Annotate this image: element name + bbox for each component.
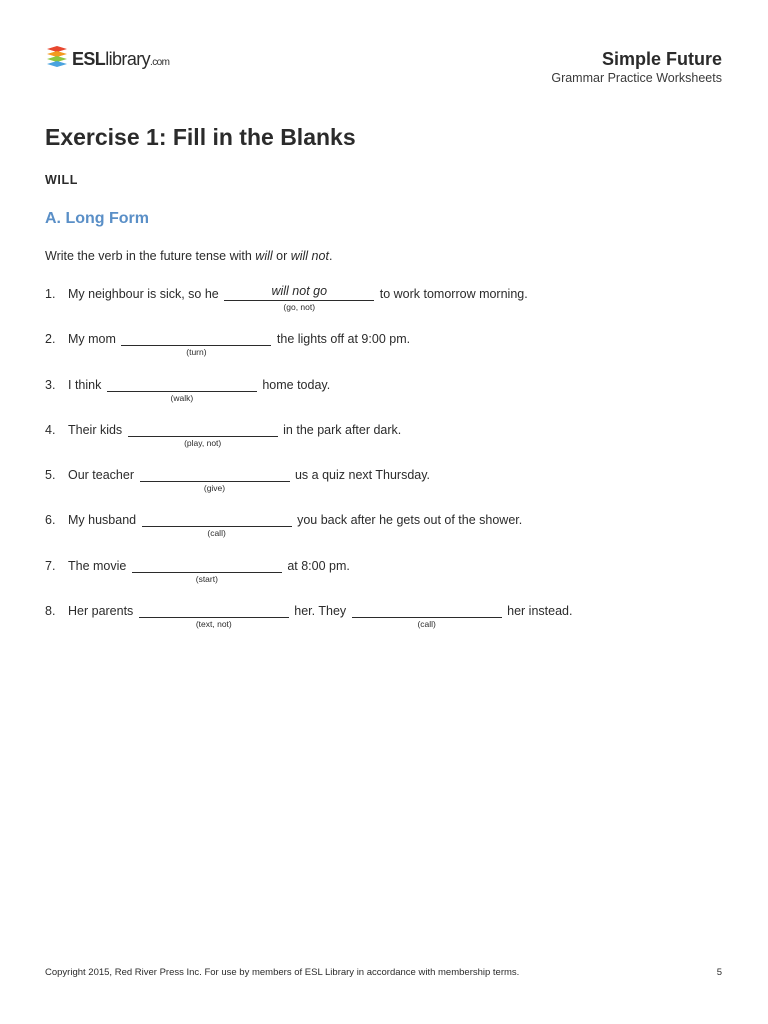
page-number: 5 [716,967,722,978]
item-text-after: you back after he gets out of the shower. [297,513,523,527]
exercise-item [45,422,402,448]
verb-hint: (text, not) [195,619,232,629]
answer-blank[interactable] [224,284,374,312]
item-number: 4. [45,423,56,437]
item-text-before: My neighbour is sick, so he [68,287,219,301]
item-text-middle: her. They [294,604,347,618]
verb-hint: (call) [417,619,436,629]
answer-blank[interactable] [107,377,257,403]
copyright-notice: Copyright 2015, Red River Press Inc. For use by members of ESL Library in accordance with membership terms. [45,967,520,978]
filled-answer: will not go [271,284,328,298]
verb-hint: (call) [207,528,226,538]
item-text-before: The movie [68,559,127,573]
verb-hint: (turn) [186,347,207,357]
answer-blank[interactable] [140,467,290,493]
item-number: 1. [45,287,56,301]
item-text-before: My husband [68,513,137,527]
item-text-before: I think [68,378,102,392]
answer-blank[interactable] [142,512,292,538]
item-number: 8. [45,604,56,618]
item-text-after: in the park after dark. [283,423,402,437]
instructions: Write the verb in the future tense with will or will not. [45,249,333,263]
exercise-item [45,331,411,357]
answer-blank[interactable] [139,603,289,629]
answer-blank[interactable] [352,603,502,629]
document-header [551,48,722,86]
section-label: WILL [45,173,78,187]
item-number: 6. [45,513,56,527]
item-number: 5. [45,468,56,482]
item-text-after: at 8:00 pm. [287,559,350,573]
item-number: 2. [45,332,56,346]
item-text-after: us a quiz next Thursday. [294,468,431,482]
item-text-after: her instead. [507,604,573,618]
verb-hint: (give) [203,483,226,493]
exercise-item [45,377,331,403]
answer-blank[interactable] [132,558,282,584]
exercise-item [45,558,350,584]
part-heading: A. Long Form [45,210,149,227]
item-text-after: home today. [262,378,331,392]
answer-blank[interactable] [121,331,271,357]
stacked-books-icon [45,44,69,68]
exercise-item [45,284,528,312]
item-number: 3. [45,378,56,392]
item-text-before: Her parents [68,604,134,618]
item-text-after: to work tomorrow morning. [379,287,528,301]
item-number: 7. [45,559,56,573]
exercise-title: Exercise 1: Fill in the Blanks [45,124,356,150]
document-subtitle: Grammar Practice Worksheets [551,71,722,85]
verb-hint: (start) [195,574,218,584]
exercise-item [45,603,573,629]
item-text-before: My mom [68,332,116,346]
exercise-item [45,467,431,493]
verb-hint: (go, not) [283,302,316,312]
exercise-item [45,512,523,538]
item-text-before: Their kids [68,423,123,437]
verb-hint: (walk) [170,393,194,403]
esl-library-logo [45,44,169,68]
document-title: Simple Future [601,49,722,69]
item-text-after: the lights off at 9:00 pm. [276,332,411,346]
logo-wordmark: ESLlibrary.com [72,49,170,69]
verb-hint: (play, not) [184,438,222,448]
answer-blank[interactable] [128,422,278,448]
item-text-before: Our teacher [68,468,135,482]
